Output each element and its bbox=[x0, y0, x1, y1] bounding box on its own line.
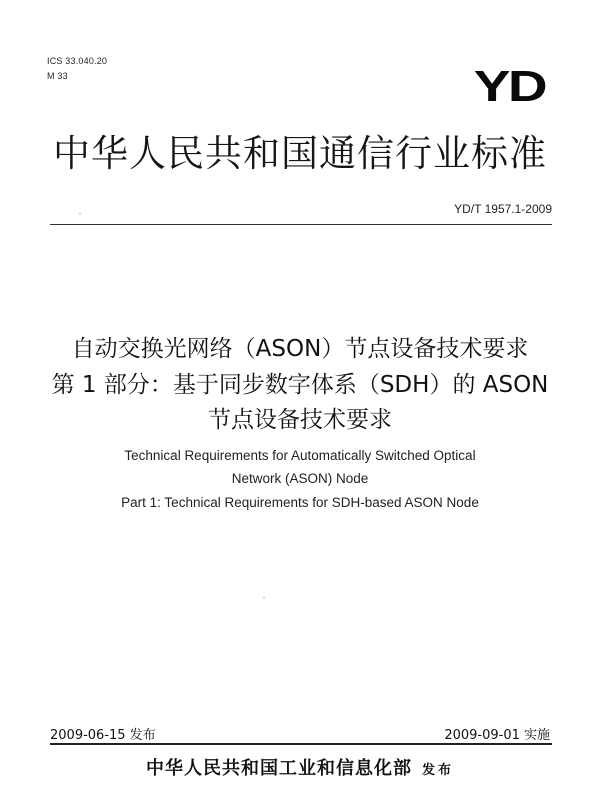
publisher bbox=[0, 754, 600, 780]
ccs-code: M 33 bbox=[47, 71, 68, 81]
footer-divider bbox=[50, 743, 552, 745]
english-title-line-1: Technical Requirements for Automatically Switched Optical bbox=[124, 448, 476, 463]
publisher-name: 中华人民共和国工业和信息化部 bbox=[145, 758, 412, 779]
yd-logo: YD bbox=[473, 62, 545, 111]
publisher-suffix: 发布 bbox=[421, 763, 454, 778]
issue-date: 2009-06-15 发布 bbox=[50, 728, 156, 743]
chinese-title-line-1: 自动交换光网络（ASON）节点设备技术要求 bbox=[71, 336, 529, 362]
standard-number: YD/T 1957.1-2009 bbox=[454, 202, 552, 216]
scan-speck bbox=[263, 597, 265, 598]
chinese-title-line-2: 第 1 部分：基于同步数字体系（SDH）的 ASON bbox=[51, 372, 549, 398]
english-title-line-3: Part 1: Technical Requirements for SDH-based ASON Node bbox=[121, 495, 479, 510]
header-divider bbox=[50, 224, 552, 225]
implementation-date: 2009-09-01 实施 bbox=[444, 728, 550, 743]
industry-standard-title: 中华人民共和国通信行业标准 bbox=[53, 132, 547, 175]
ics-code: ICS 33.040.20 bbox=[47, 56, 108, 66]
chinese-title-line-3: 节点设备技术要求 bbox=[208, 407, 392, 433]
scan-speck bbox=[79, 213, 81, 214]
english-title-line-2: Network (ASON) Node bbox=[231, 471, 369, 486]
